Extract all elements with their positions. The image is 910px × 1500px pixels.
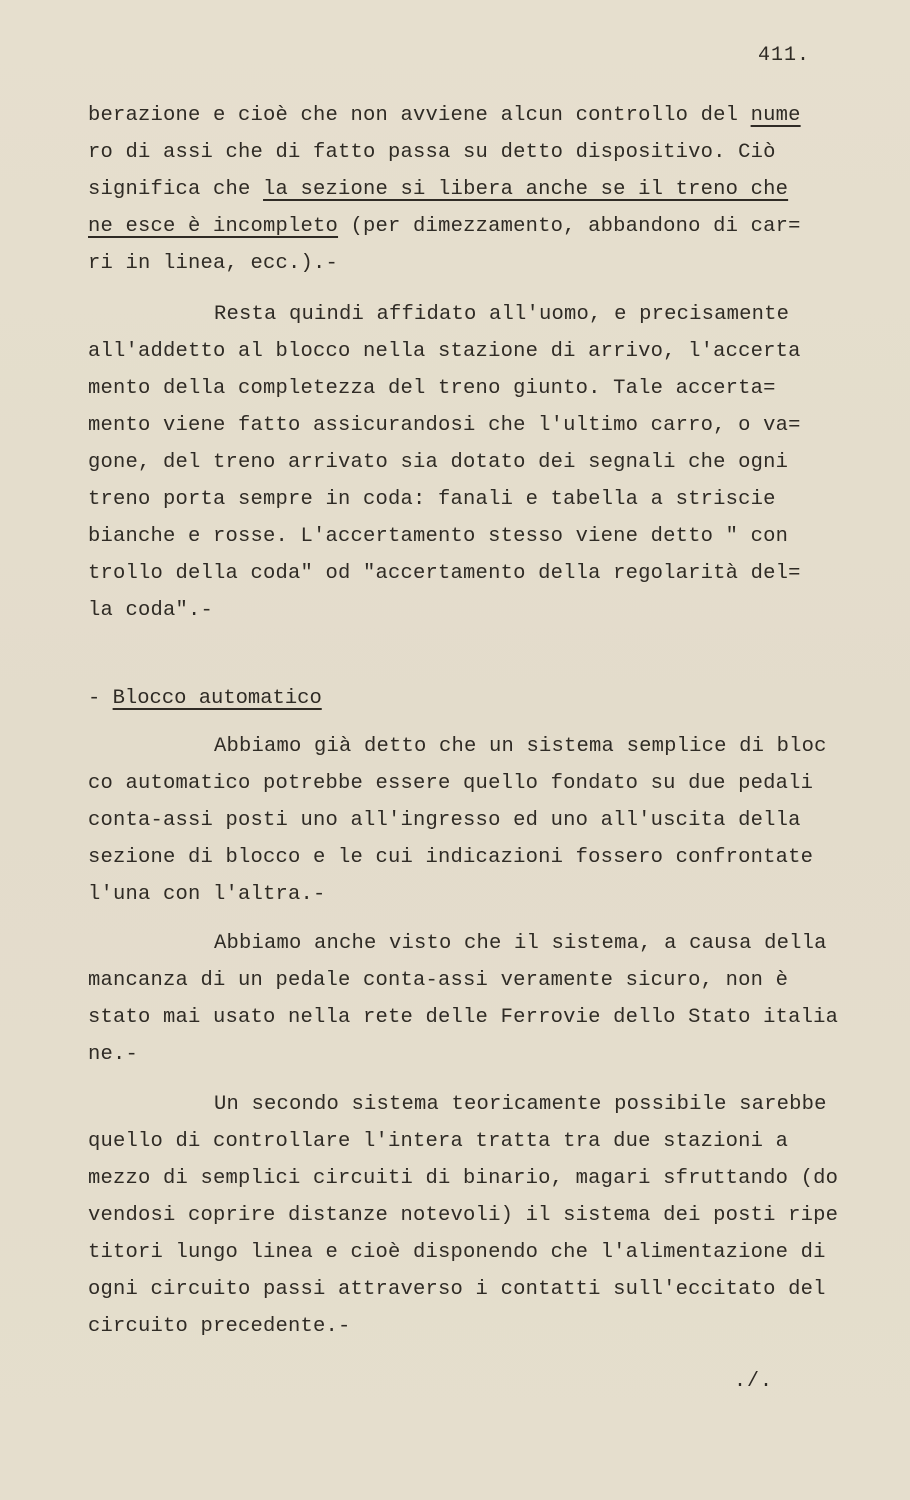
text-line: Abbiamo già detto che un sistema semplice di bloc [214, 735, 827, 758]
continuation-mark: ./. [734, 1370, 774, 1393]
text-line: trollo della coda" od "accertamento della regolarità del= [88, 562, 801, 585]
text-line: conta-assi posti uno all'ingresso ed uno all'uscita della [88, 809, 801, 832]
paragraph-1 [88, 97, 868, 282]
underlined-text: ne esce è incompleto [88, 215, 339, 238]
text-line: mancanza di un pedale conta-assi veramente sicuro, non è [88, 969, 789, 992]
underlined-text: nume [750, 104, 801, 127]
text-line: ne esce è incompleto (per dimezzamento, abbandono di car= [88, 215, 801, 238]
section-heading: - Blocco automatico [88, 687, 322, 710]
paragraph-4 [88, 925, 868, 1073]
section-title: Blocco automatico [112, 687, 322, 710]
underlined-text: la sezione si libera anche se il treno che [263, 178, 789, 201]
text-line: bianche e rosse. L'accertamento stesso viene detto " con [88, 525, 789, 548]
text-line: mento della completezza del treno giunto. Tale accerta= [88, 377, 776, 400]
text-line: ri in linea, ecc.).- [88, 252, 339, 275]
text-line: Un secondo sistema teoricamente possibile sarebbe [214, 1093, 827, 1116]
text-line: treno porta sempre in coda: fanali e tabella a striscie [88, 488, 776, 511]
text-line: berazione e cioè che non avviene alcun controllo del nume [88, 104, 801, 127]
text-line: sezione di blocco e le cui indicazioni fossero confrontate [88, 846, 814, 869]
text-line: ogni circuito passi attraverso i contatti sull'eccitato del [88, 1278, 826, 1301]
text-line: vendosi coprire distanze notevoli) il sistema dei posti ripe [88, 1204, 839, 1227]
text-line: significa che la sezione si libera anche se il treno che [88, 178, 789, 201]
text-line: titori lungo linea e cioè disponendo che l'alimentazione di [88, 1241, 826, 1264]
page-number: 411. [758, 44, 811, 67]
text-line: all'addetto al blocco nella stazione di arrivo, l'accerta [88, 340, 801, 363]
text-line: Resta quindi affidato all'uomo, e precisamente [214, 303, 790, 326]
text-line: gone, del treno arrivato sia dotato dei segnali che ogni [88, 451, 789, 474]
text-line: mento viene fatto assicurandosi che l'ultimo carro, o va= [88, 414, 801, 437]
text-line: quello di controllare l'intera tratta tra due stazioni a [88, 1130, 789, 1153]
text-line: la coda".- [88, 599, 214, 622]
text-line: circuito precedente.- [88, 1315, 351, 1338]
paragraph-2 [88, 296, 868, 629]
paragraph-5 [88, 1086, 868, 1345]
text-line: ne.- [88, 1043, 139, 1066]
text-line: ro di assi che di fatto passa su detto dispositivo. Ciò [88, 141, 776, 164]
text-line: co automatico potrebbe essere quello fondato su due pedali [88, 772, 814, 795]
text-line: stato mai usato nella rete delle Ferrovie dello Stato italia [88, 1006, 839, 1029]
text-line: mezzo di semplici circuiti di binario, magari sfruttando (do [88, 1167, 839, 1190]
paragraph-3 [88, 728, 868, 913]
text-line: l'una con l'altra.- [88, 883, 326, 906]
text-line: Abbiamo anche visto che il sistema, a causa della [214, 932, 827, 955]
